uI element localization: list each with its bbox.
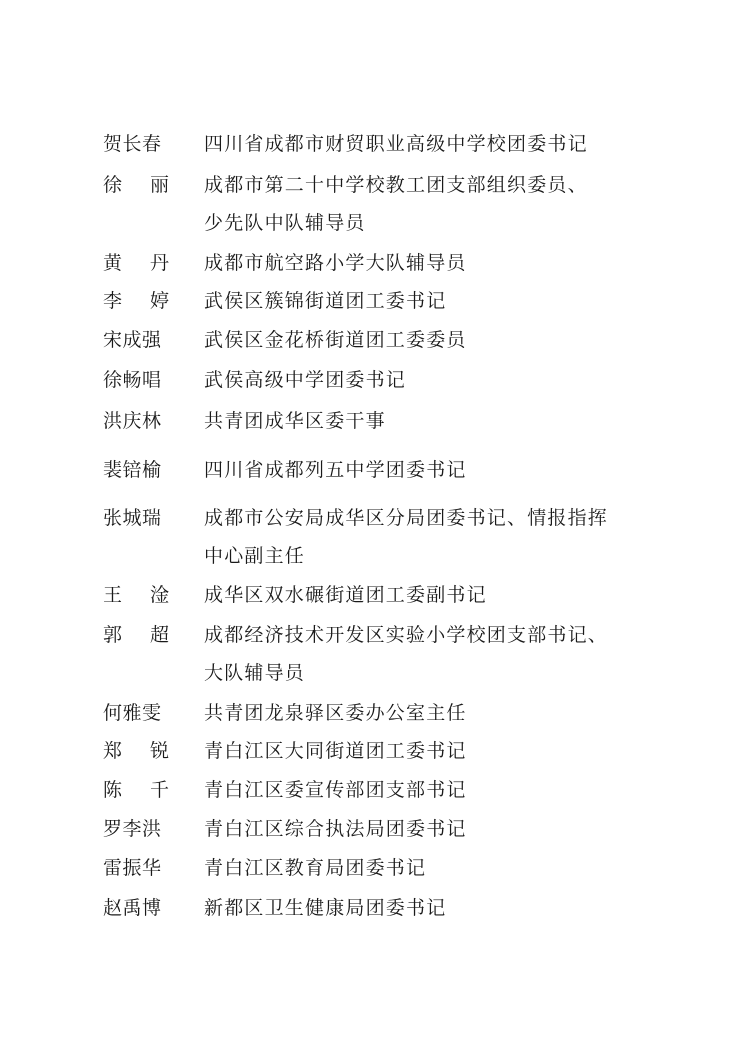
person-name: 洪庆林 — [103, 410, 162, 432]
person-name: 王淦 — [103, 584, 198, 606]
person-title-line: 四川省成都市财贸职业高级中学校团委书记 — [204, 133, 588, 155]
person-title-line: 成华区双水碾街道团工委副书记 — [204, 584, 487, 606]
person-title-line: 少先队中队辅导员 — [204, 212, 366, 234]
person-name: 李婷 — [103, 290, 198, 312]
person-title-line: 中心副主任 — [204, 545, 306, 567]
person-title-line: 青白江区教育局团委书记 — [204, 857, 427, 879]
person-name: 徐丽 — [103, 174, 198, 196]
person-title-line: 成都市第二十中学校教工团支部组织委员、 — [204, 174, 588, 196]
person-name: 何雅雯 — [103, 702, 162, 724]
person-name: 罗李洪 — [103, 818, 162, 840]
person-title-line: 青白江区综合执法局团委书记 — [204, 818, 467, 840]
person-title-line: 共青团龙泉驿区委办公室主任 — [204, 702, 467, 724]
person-name: 裴锫榆 — [103, 459, 162, 481]
person-title-line: 四川省成都列五中学团委书记 — [204, 459, 467, 481]
person-title-line: 新都区卫生健康局团委书记 — [204, 897, 447, 919]
person-title-line: 青白江区大同街道团工委书记 — [204, 740, 467, 762]
person-title-line: 武侯区簇锦街道团工委书记 — [204, 290, 447, 312]
person-title-line: 成都市航空路小学大队辅导员 — [204, 252, 467, 274]
person-name: 赵禹博 — [103, 897, 162, 919]
person-title-line: 共青团成华区委干事 — [204, 410, 386, 432]
person-title-line: 成都经济技术开发区实验小学校团支部书记、 — [204, 624, 609, 646]
person-title-line: 成都市公安局成华区分局团委书记、情报指挥 — [204, 507, 609, 529]
person-title-line: 大队辅导员 — [204, 662, 306, 684]
person-title-line: 武侯区金花桥街道团工委委员 — [204, 329, 467, 351]
person-name: 徐畅唱 — [103, 369, 162, 391]
person-name: 雷振华 — [103, 857, 162, 879]
person-title-line: 武侯高级中学团委书记 — [204, 369, 407, 391]
person-name: 郭超 — [103, 624, 198, 646]
person-name: 陈千 — [103, 779, 198, 801]
person-name: 张城瑞 — [103, 507, 162, 529]
person-name: 贺长春 — [103, 133, 162, 155]
person-name: 黄丹 — [103, 252, 198, 274]
person-name: 宋成强 — [103, 329, 162, 351]
person-name: 郑锐 — [103, 740, 198, 762]
person-title-line: 青白江区委宣传部团支部书记 — [204, 779, 467, 801]
